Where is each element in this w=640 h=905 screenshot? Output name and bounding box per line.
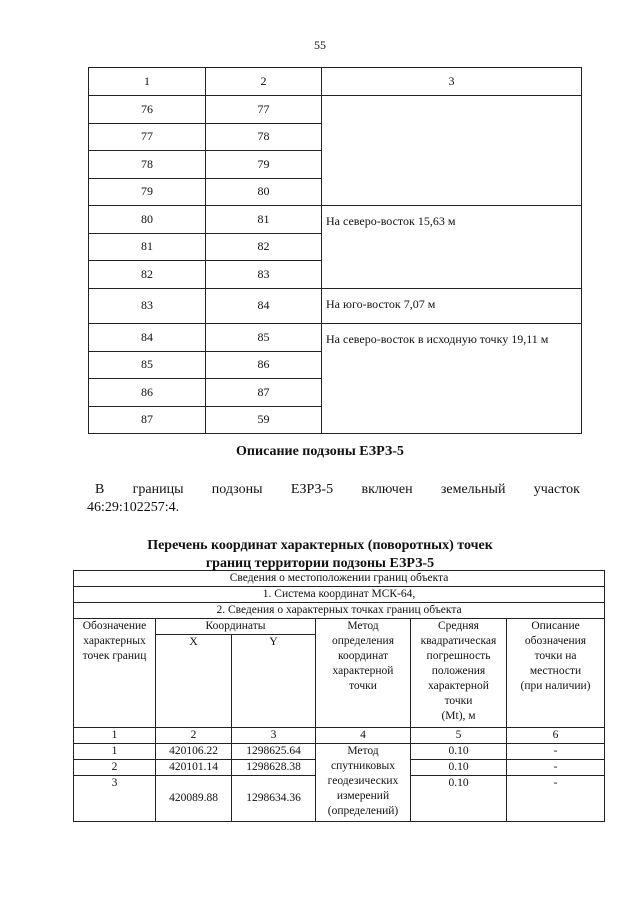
paragraph-word: подзоны — [211, 482, 263, 497]
point-id: 3 — [74, 776, 156, 822]
to-point: 80 — [206, 178, 322, 206]
from-point: 86 — [89, 379, 206, 407]
to-point: 85 — [206, 324, 322, 352]
paragraph-word: ЕЗРЗ-5 — [290, 482, 334, 497]
column-number: 2 — [156, 728, 232, 744]
table-row — [89, 324, 582, 352]
x-coordinate: 420101.14 — [156, 760, 232, 776]
coordinates-table — [73, 570, 605, 822]
column-number-row — [74, 728, 605, 744]
from-point: 79 — [89, 178, 206, 206]
column-number: 4 — [316, 728, 411, 744]
from-point: 85 — [89, 351, 206, 379]
point-description: - — [507, 744, 605, 760]
paragraph-word: границы — [132, 482, 184, 497]
from-point: 87 — [89, 406, 206, 434]
table-row — [74, 587, 605, 603]
from-point: 78 — [89, 151, 206, 179]
to-point: 77 — [206, 96, 322, 124]
description-header: Описание обозначения точки на местности (при наличии) — [507, 619, 605, 728]
column-header: 1 — [89, 68, 206, 96]
table-header-row — [89, 68, 582, 96]
table-header-row — [74, 619, 605, 635]
list-title — [0, 537, 640, 573]
direction-description — [322, 96, 582, 206]
point-description: - — [507, 760, 605, 776]
coordinates-header: Координаты — [156, 619, 316, 635]
table-row — [89, 288, 582, 324]
column-header: 3 — [322, 68, 582, 96]
from-point: 83 — [89, 288, 206, 324]
column-number: 3 — [232, 728, 316, 744]
to-point: 87 — [206, 379, 322, 407]
from-point: 82 — [89, 261, 206, 289]
designation-header: Обозначение характерных точек границ — [74, 619, 156, 728]
point-id: 2 — [74, 760, 156, 776]
table-row — [74, 744, 605, 760]
table-row — [74, 571, 605, 587]
x-coordinate: 420089.88 — [156, 776, 232, 822]
paragraph-line — [95, 481, 580, 499]
to-point: 82 — [206, 233, 322, 261]
direction-description: На северо-восток 15,63 м — [322, 206, 582, 289]
table-row — [89, 206, 582, 234]
column-number: 6 — [507, 728, 605, 744]
to-point: 86 — [206, 351, 322, 379]
page-number: 55 — [314, 38, 326, 52]
point-description: - — [507, 776, 605, 822]
direction-description: На юго-восток 7,07 м — [322, 288, 582, 324]
column-header: 2 — [206, 68, 322, 96]
from-point: 80 — [89, 206, 206, 234]
to-point: 78 — [206, 123, 322, 151]
list-title-line: Перечень координат характерных (поворотных) точек — [147, 538, 493, 553]
from-point: 81 — [89, 233, 206, 261]
error-header: Средняя квадратическая погрешность положения характерной точки (Mt), м — [411, 619, 507, 728]
error-value: 0.10 — [411, 744, 507, 760]
to-point: 79 — [206, 151, 322, 179]
paragraph-line: 46:29:102257:4. — [87, 500, 180, 515]
table-row — [89, 96, 582, 124]
y-coordinate: 1298634.36 — [232, 776, 316, 822]
location-caption: Сведения о местоположении границ объекта — [74, 571, 605, 587]
to-point: 84 — [206, 288, 322, 324]
point-id: 1 — [74, 744, 156, 760]
description-paragraph — [87, 481, 580, 517]
paragraph-word: участок — [533, 482, 580, 497]
error-value: 0.10 — [411, 760, 507, 776]
paragraph-word: В — [95, 482, 105, 497]
y-coordinate: 1298625.64 — [232, 744, 316, 760]
paragraph-word: включен — [361, 482, 413, 497]
method-header: Метод определения координат характерной точки — [316, 619, 411, 728]
to-point: 83 — [206, 261, 322, 289]
column-number: 1 — [74, 728, 156, 744]
points-caption: 2. Сведения о характерных точках границ объекта — [74, 603, 605, 619]
paragraph-word: земельный — [440, 482, 506, 497]
x-coordinate: 420106.22 — [156, 744, 232, 760]
section-title: Описание подзоны ЕЗРЗ-5 — [236, 444, 404, 459]
table-row — [74, 603, 605, 619]
method-cell: Метод спутниковых геодезических измерений (определений) — [316, 744, 411, 822]
coordinate-system-caption: 1. Система координат МСК-64, — [74, 587, 605, 603]
from-point: 77 — [89, 123, 206, 151]
column-number: 5 — [411, 728, 507, 744]
from-point: 84 — [89, 324, 206, 352]
to-point: 59 — [206, 406, 322, 434]
list-title-line: границ территории подзоны ЕЗРЗ-5 — [205, 556, 435, 571]
error-value: 0.10 — [411, 776, 507, 822]
direction-description: На северо-восток в исходную точку 19,11 м — [322, 324, 582, 434]
x-header: X — [156, 635, 232, 728]
to-point: 81 — [206, 206, 322, 234]
from-point: 76 — [89, 96, 206, 124]
y-coordinate: 1298628.38 — [232, 760, 316, 776]
boundary-table — [88, 67, 582, 434]
y-header: Y — [232, 635, 316, 728]
